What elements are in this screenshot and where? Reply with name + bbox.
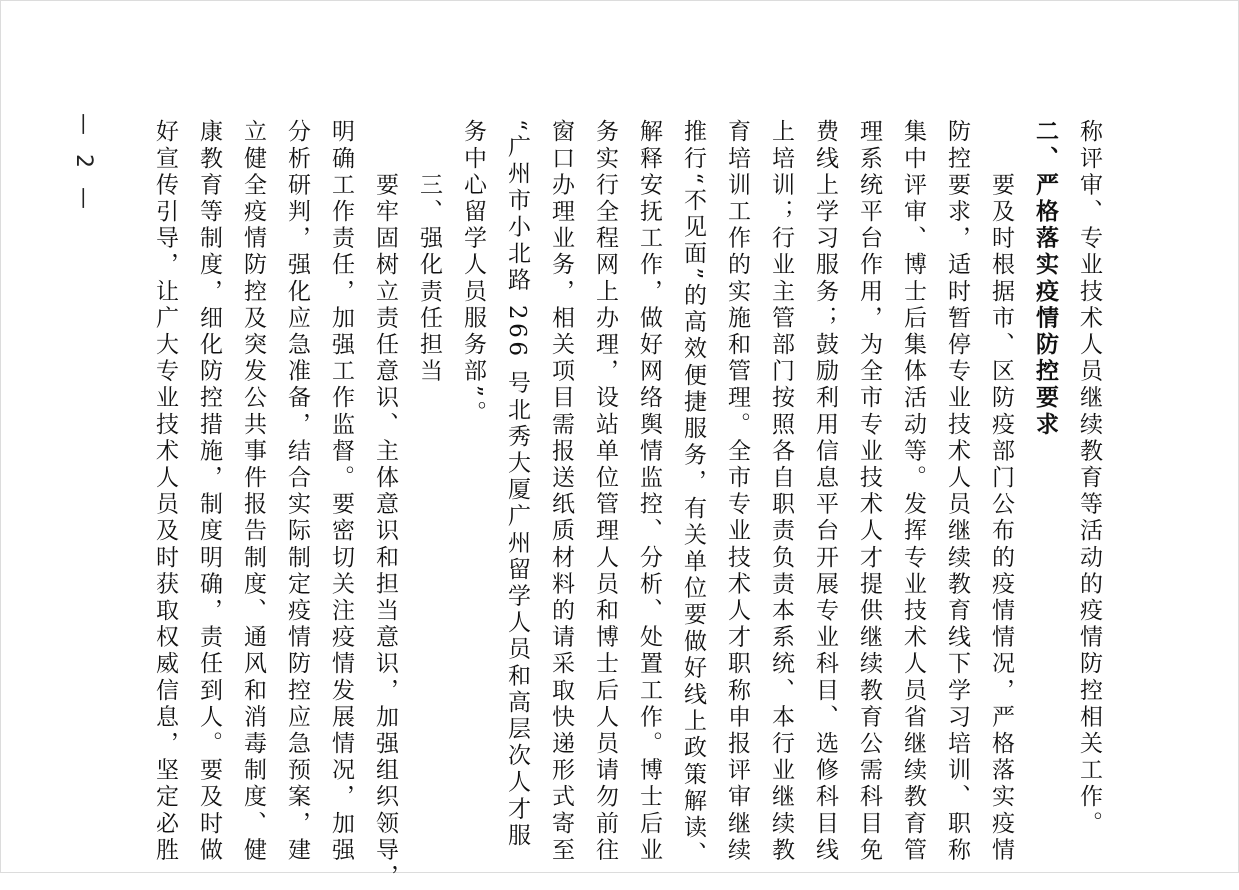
text-column: 要牢固树立责任意识、主体意识和担当意识，加强组织领导， <box>372 119 398 890</box>
text-column: 集中评审、博士后集体活动等。发挥专业技术人员省继续教育管 <box>900 119 926 864</box>
section-heading: 二、严格落实疫情防控要求 <box>1032 119 1059 439</box>
text-column: 要及时根据市、区防疫部门公布的疫情情况，严格落实疫情 <box>988 119 1014 864</box>
text-column: 分析研判，强化应急准备，结合实际制定疫情防控应急预案，建 <box>284 119 310 864</box>
text-column: 解释安抚工作，做好网络舆情监控、分析、处置工作。博士后业 <box>636 119 662 864</box>
text-column: 理系统平台作用，为全市专业技术人才提供继续教育公需科目免 <box>856 119 882 864</box>
text-column: 三、强化责任担当 <box>416 119 442 385</box>
text-column: 称评审、专业技术人员继续教育等活动的疫情防控相关工作。 <box>1076 119 1102 838</box>
text-column: 好宣传引导，让广大专业技术人员及时获取权威信息，坚定必胜 <box>152 119 178 864</box>
text-column: 康教育等制度，细化防控措施，制度明确，责任到人。要及时做 <box>196 119 222 864</box>
text-column: 务实行全程网上办理，设站单位管理人员和博士后人员请勿前往 <box>592 119 618 864</box>
text-column: 明确工作责任，加强工作监督。要密切关注疫情发展情况，加强 <box>328 119 354 864</box>
page-body <box>111 119 1111 890</box>
text-column: 立健全疫情防控及突发公共事件报告制度、通风和消毒制度、健 <box>240 119 266 864</box>
text-column: 上培训；行业主管部门按照各自职责负责本系统、本行业继续教 <box>768 119 794 864</box>
text-column: 务中心留学人员服务部”。 <box>460 119 486 427</box>
text-column: 费线上学习服务；鼓励利用信息平台开展专业科目、选修科目线 <box>812 119 838 864</box>
text-column: 窗口办理业务，相关项目需报送纸质材料的请采取快递形式寄至 <box>548 119 574 864</box>
text-column: 推行“不见面”的高效便捷服务，有关单位要做好线上政策解读、 <box>680 119 706 868</box>
text-column: 防控要求，适时暂停专业技术人员继续教育线下学习培训、职称 <box>944 119 970 864</box>
page-number: — 2 — <box>71 113 96 215</box>
text-column: “广州市小北路 266 号北秀大厦广州留学人员和高层次人才服 <box>504 119 530 850</box>
text-column: 育培训工作的实施和管理。全市专业技术人才职称申报评审继续 <box>724 119 750 864</box>
